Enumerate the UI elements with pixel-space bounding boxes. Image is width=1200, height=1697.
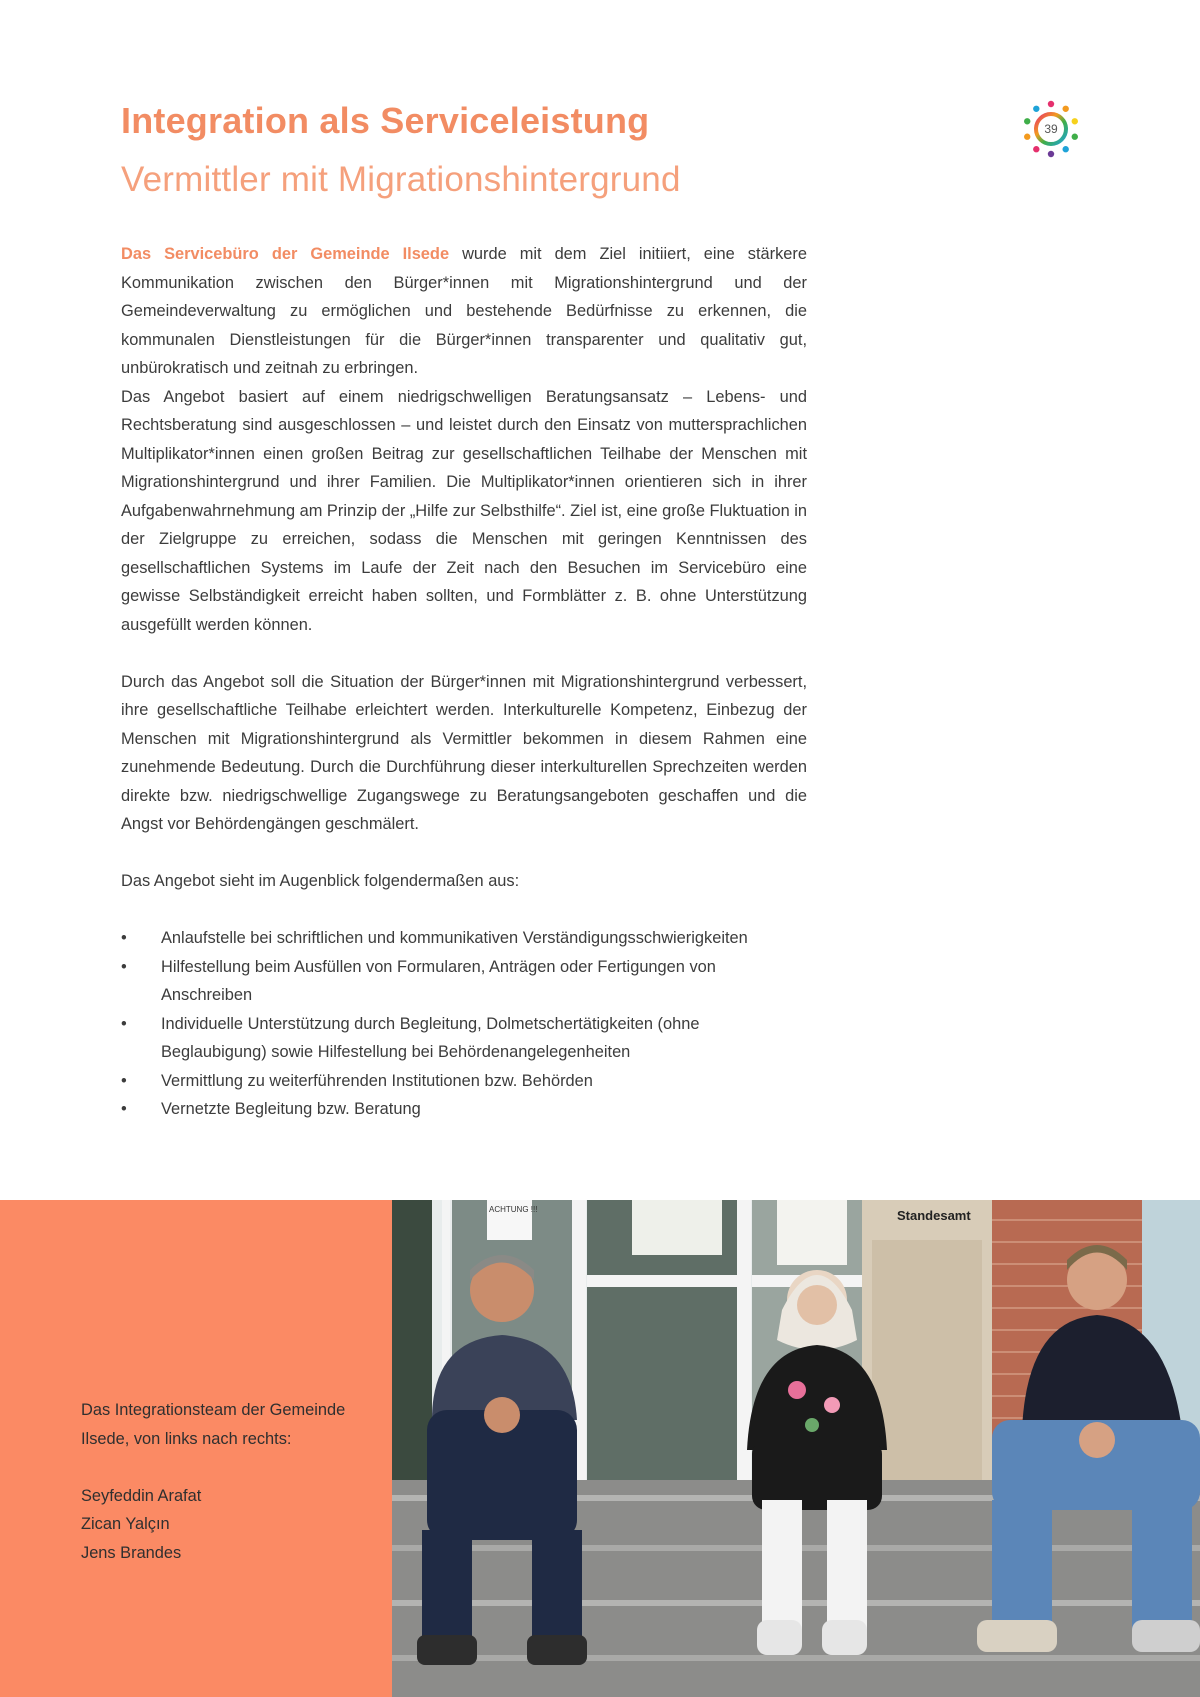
list-item-text: Individuelle Unterstützung durch Begleitung, Dolmetschertätigkeiten (ohne Beglaubigung) sowie Hilfestellung bei Behördenangelegenheiten [161,1014,700,1061]
paragraph-intro [121,240,807,383]
list-item [121,1067,807,1096]
list-item [121,924,807,953]
article-body [121,240,807,1124]
paragraph-goals: Durch das Angebot soll die Situation der Bürger*innen mit Migrationshintergrund verbessert, ihre gesellschaftliche Teilhabe erleichtert werden. Interkulturelle Kompetenz, Einbezug der Menschen mit Migrationshintergrund als Vermittler bekommen in diesem Rahmen eine zunehmende Bedeutung. Durch die Durchführung dieser interkulturellen Sprechzeiten werden direkte bzw. niedrigschwellige Zugangswege zu Beratungsangeboten geschaffen und die Angst vor Behördengängen geschmälert. [121,672,807,833]
paragraph-list-intro: Das Angebot sieht im Augenblick folgendermaßen aus: [121,872,520,890]
list-item [121,953,807,1010]
caption-name: Zican Yalçın [81,1515,170,1533]
list-item [121,1010,807,1067]
page-number: 39 [1044,122,1058,136]
list-item [121,1095,807,1124]
list-item-text: Vermittlung zu weiterführenden Institutionen bzw. Behörden [161,1071,593,1090]
bullet-icon: • [121,1014,127,1033]
caption-intro: Das Integrationsteam der Gemeinde Ilsede, von links nach rechts: [81,1401,346,1448]
service-list [121,924,807,1124]
bullet-icon: • [121,1100,127,1118]
bullet-icon: • [121,1071,127,1090]
team-photo [392,1200,1200,1697]
list-item-text: Vernetzte Begleitung bzw. Beratung [161,1100,421,1118]
bullet-icon: • [121,929,127,947]
paragraph-offer: Das Angebot basiert auf einem niedrigschwelligen Beratungsansatz – Lebens- und Rechtsberatung sind ausgeschlossen – und leistet durch den Einsatz von muttersprachlichen Multiplikator*innen einen großen Beitrag zur gesellschaftlichen Teilhabe der Menschen mit Migrationshintergrund und ihrer Familien. Die Multiplikator*innen orientieren sich in ihrer Aufgabenwahrnehmung am Prinzip der „Hilfe zur Selbsthilfe“. Ziel ist, eine große Fluktuation in der Zielgruppe zu erreichen, sodass die Menschen mit geringen Kenntnissen des gesellschaftlichen Systems im Laufe der Zeit nach den Besuchen im Servicebüro eine gewisse Selbständigkeit erreicht haben sollten, und Formblätter z. B. ohne Unterstützung ausgefüllt werden können. [121,387,808,634]
bullet-icon: • [121,957,127,976]
standesamt-sign: Standesamt [897,1208,971,1223]
list-item-text: Hilfestellung beim Ausfüllen von Formularen, Anträgen oder Fertigungen von Anschreiben [161,957,716,1004]
page-title: Integration als Serviceleistung [121,100,650,141]
caption-name: Seyfeddin Arafat [81,1486,202,1505]
page-subtitle: Vermittler mit Migrationshintergrund [121,160,681,199]
photo-caption [81,1396,381,1567]
lead-highlight: Das Servicebüro der Gemeinde Ilsede [121,245,450,263]
achtung-sign: ACHTUNG !!! [489,1205,538,1214]
paragraph-intro-text: wurde mit dem Ziel initiiert, eine stärkere Kommunikation zwischen den Bürger*innen mit Migrationshintergrund und der Gemeindeverwaltung zu ermöglichen und bestehende Bedürfnisse zu erkennen, die kommunalen Dienstleistungen für die Bürger*innen transparenter und qualitativ gut, unbürokratisch und zeitnah zu erbringen. [121,245,808,377]
list-item-text: Anlaufstelle bei schriftlichen und kommunikativen Verständigungsschwierigkeiten [161,929,748,947]
caption-name: Jens Brandes [81,1543,182,1562]
